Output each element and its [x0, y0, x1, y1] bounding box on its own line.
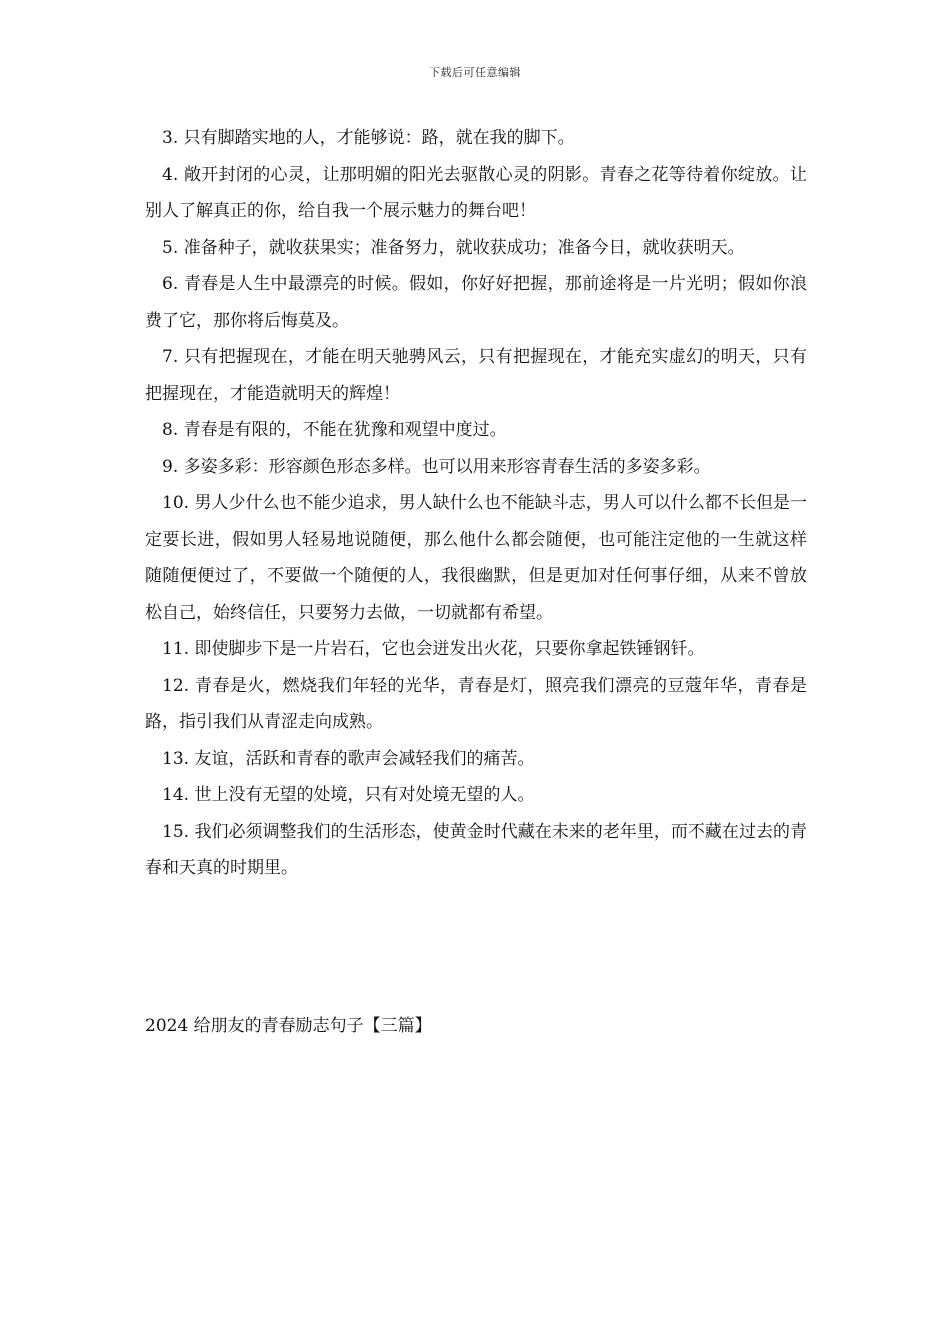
page-header-note: 下载后可任意编辑 — [429, 66, 521, 79]
list-item: 4. 敞开封闭的心灵，让那明媚的阳光去驱散心灵的阴影。青春之花等待着你绽放。让别人了解真正的你，给自我一个展示魅力的舞台吧！ — [145, 164, 807, 221]
list-item: 11. 即使脚步下是一片岩石，它也会迸发出火花，只要你拿起铁锤钢钎。 — [162, 639, 705, 659]
list-item: 5. 准备种子，就收获果实；准备努力，就收获成功；准备今日，就收获明天。 — [162, 237, 745, 258]
document-body — [145, 120, 807, 887]
list-item: 14. 世上没有无望的处境，只有对处境无望的人。 — [162, 785, 535, 805]
list-item: 8. 青春是有限的，不能在犹豫和观望中度过。 — [162, 420, 507, 440]
list-item: 6. 青春是人生中最漂亮的时候。假如，你好好把握，那前途将是一片光明；假如你浪费了它，那你将后悔莫及。 — [145, 274, 807, 331]
section-title: 2024 给朋友的青春励志句子【三篇】 — [145, 1016, 432, 1036]
list-item: 3. 只有脚踏实地的人，才能够说：路，就在我的脚下。 — [162, 128, 575, 148]
list-item: 9. 多姿多彩：形容颜色形态多样。也可以用来形容青春生活的多姿多彩。 — [162, 456, 711, 477]
list-item: 12. 青春是火，燃烧我们年轻的光华，青春是灯，照亮我们漂亮的豆蔻年华，青春是路，指引我们从青涩走向成熟。 — [145, 675, 807, 732]
list-item: 15. 我们必须调整我们的生活形态，使黄金时代藏在未来的老年里，而不藏在过去的青春和天真的时期里。 — [145, 821, 807, 878]
list-item: 13. 友谊，活跃和青春的歌声会减轻我们的痛苦。 — [162, 748, 535, 769]
list-item: 10. 男人少什么也不能少追求，男人缺什么也不能缺斗志，男人可以什么都不长但是一定要长进，假如男人轻易地说随便，那么他什么都会随便，也可能注定他的一生就这样随随便便过了，不要做一个随便的人，我很幽默，但是更加对任何事仔细，从来不曾放松自己，始终信任，只要努力去做，一切就都有希望。 — [145, 493, 807, 623]
list-item: 7. 只有把握现在，才能在明天驰骋风云，只有把握现在，才能充实虚幻的明天，只有把握现在，才能造就明天的辉煌！ — [145, 347, 807, 404]
